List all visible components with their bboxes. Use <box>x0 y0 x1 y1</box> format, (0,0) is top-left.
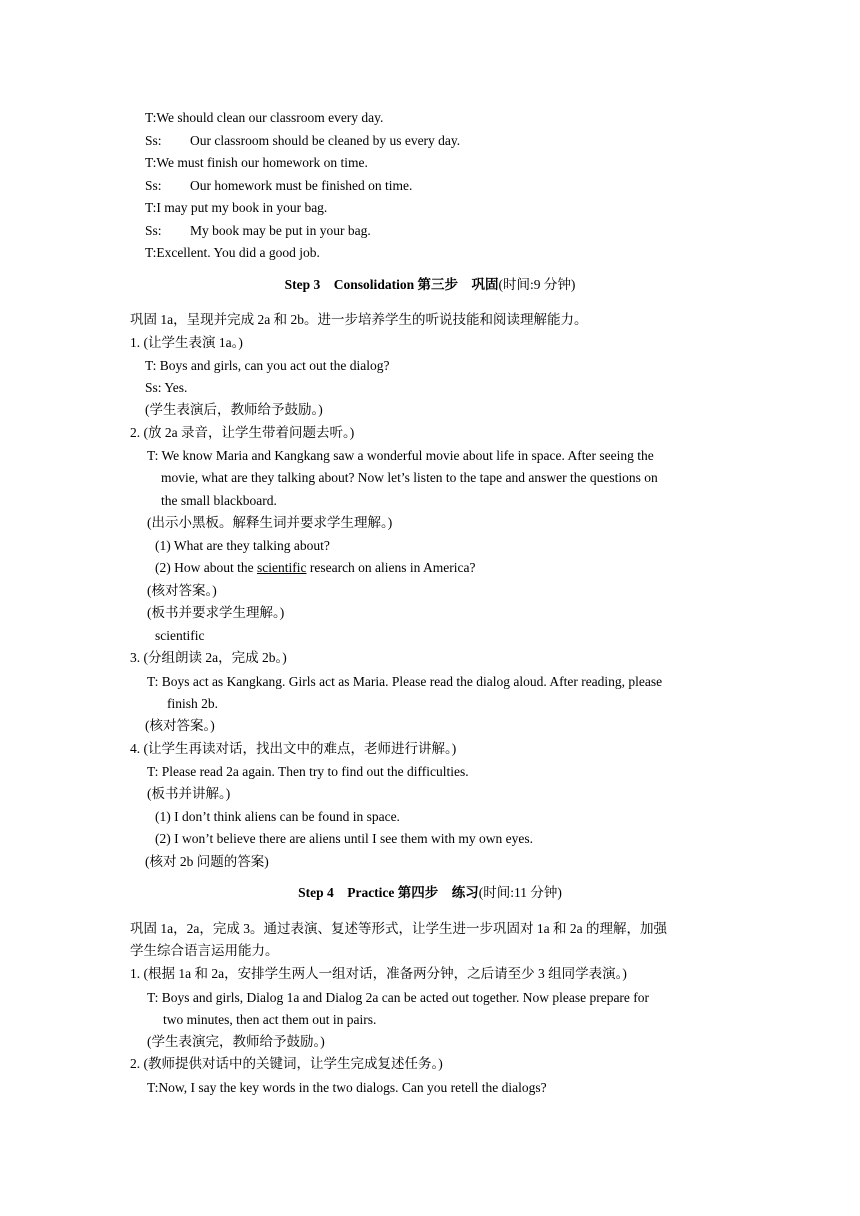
sentence-1: (1) I don’t think aliens can be found in space. <box>155 809 400 824</box>
speaker-label: T: <box>145 245 157 260</box>
drill-text: We must finish our homework on time. <box>156 155 368 170</box>
blackboard-word: scientific <box>155 628 205 643</box>
step3-title: Step 3 Consolidation 第三步 巩固 <box>284 277 499 292</box>
speaker-label: Ss: <box>145 178 162 193</box>
step3-intro: 巩固 1a，呈现并完成 2a 和 2b。进一步培养学生的听说技能和阅读理解能力。 <box>130 312 588 327</box>
drill-text: Excellent. You did a good job. <box>156 245 320 260</box>
step3-item-2-note1: (出示小黑板。解释生词并要求学生理解。) <box>147 515 393 530</box>
drill-line <box>145 177 412 195</box>
step4-intro-line2: 学生综合语言运用能力。 <box>130 943 279 958</box>
step3-item-1-students: Ss: Yes. <box>145 380 188 395</box>
drill-text: We should clean our classroom every day. <box>156 110 384 125</box>
speaker-label: Ss: <box>145 223 162 238</box>
drill-line <box>145 199 327 217</box>
step4-item-1-teacher-line2: two minutes, then act them out in pairs. <box>163 1012 377 1027</box>
drill-text: My book may be put in your bag. <box>190 223 371 238</box>
question-2-pre: (2) How about the <box>155 560 257 575</box>
drill-line <box>145 222 371 240</box>
step4-title: Step 4 Practice 第四步 练习 <box>298 885 479 900</box>
step3-item-2-note2: (核对答案。) <box>147 583 217 598</box>
step3-item-3-teacher-line1: T: Boys act as Kangkang. Girls act as Maria. Please read the dialog aloud. After reading, please <box>147 674 663 689</box>
step3-item-1-note: (学生表演后，教师给予鼓励。) <box>145 402 323 417</box>
drill-text: Our homework must be finished on time. <box>190 178 413 193</box>
sentence-2: (2) I won’t believe there are aliens until I see them with my own eyes. <box>155 831 534 846</box>
speaker-label: Ss: <box>145 133 162 148</box>
step4-time: (时间:11 分钟) <box>478 885 562 900</box>
drill-line <box>145 132 460 150</box>
step4-heading <box>0 884 860 902</box>
step4-intro-line1: 巩固 1a，2a，完成 3。通过表演、复述等形式，让学生进一步巩固对 1a 和 2a 的理解，加强 <box>130 921 667 936</box>
speaker-label: T: <box>145 110 157 125</box>
speaker-label: T: <box>145 200 157 215</box>
step3-item-3-note: (核对答案。) <box>145 718 215 733</box>
step3-heading <box>0 276 860 294</box>
step3-item-3-teacher-line2: finish 2b. <box>167 696 219 711</box>
step3-item-1: 1. (让学生表演 1a。) <box>130 335 243 350</box>
step3-item-4-note1: (板书并讲解。) <box>147 786 231 801</box>
step3-time: (时间:9 分钟) <box>498 277 576 292</box>
step3-item-2-note3: (板书并要求学生理解。) <box>147 605 285 620</box>
step3-item-2-teacher-line2: movie, what are they talking about? Now let’s listen to the tape and answer the questions on <box>161 470 658 485</box>
drill-text: I may put my book in your bag. <box>156 200 328 215</box>
question-2-post: research on aliens in America? <box>306 560 476 575</box>
step4-item-2-teacher: T:Now, I say the key words in the two dialogs. Can you retell the dialogs? <box>147 1080 547 1095</box>
step3-item-4-note2: (核对 2b 问题的答案) <box>145 854 269 869</box>
question-2 <box>155 559 476 577</box>
step3-item-4: 4. (让学生再读对话，找出文中的难点，老师进行讲解。) <box>130 741 457 756</box>
step4-item-1-note: (学生表演完，教师给予鼓励。) <box>147 1034 325 1049</box>
underlined-word: scientific <box>256 560 307 575</box>
step4-item-1-teacher-line1: T: Boys and girls, Dialog 1a and Dialog 2a can be acted out together. Now please prepare for <box>147 990 650 1005</box>
step4-item-2: 2. (教师提供对话中的关键词，让学生完成复述任务。) <box>130 1056 443 1071</box>
step3-item-3: 3. (分组朗读 2a，完成 2b。) <box>130 650 287 665</box>
step3-item-2-teacher-line1: T: We know Maria and Kangkang saw a wonderful movie about life in space. After seeing the <box>147 448 654 463</box>
step3-item-2: 2. (放 2a 录音，让学生带着问题去听。) <box>130 425 355 440</box>
drill-text: Our classroom should be cleaned by us every day. <box>190 133 461 148</box>
step3-item-4-teacher: T: Please read 2a again. Then try to find out the difficulties. <box>147 764 469 779</box>
step3-item-1-teacher: T: Boys and girls, can you act out the dialog? <box>145 358 390 373</box>
question-1: (1) What are they talking about? <box>155 538 330 553</box>
step3-item-2-teacher-line3: the small blackboard. <box>161 493 277 508</box>
step4-item-1: 1. (根据 1a 和 2a，安排学生两人一组对话，准备两分钟，之后请至少 3 组同学表演。) <box>130 966 627 981</box>
speaker-label: T: <box>145 155 157 170</box>
drill-line <box>145 109 383 127</box>
drill-line <box>145 244 320 262</box>
drill-line <box>145 154 368 172</box>
